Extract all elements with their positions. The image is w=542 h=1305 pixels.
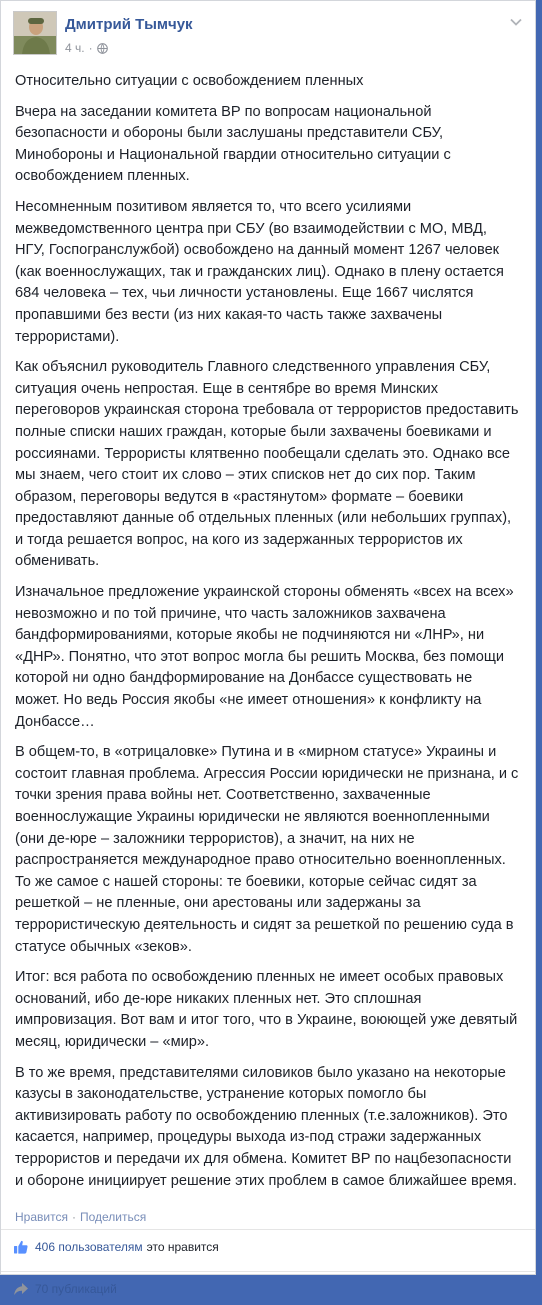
post-timestamp[interactable]: 4 ч. [65, 41, 85, 55]
post-paragraph: Вчера на заседании комитета ВР по вопросам национальной безопасности и обороны были заслушаны представители СБУ, Минобороны и Национальной гвардии относительно ситуации с освобождением пленных. [15, 103, 451, 185]
post-paragraph: Относительно ситуации с освобождением пленных [15, 73, 364, 89]
shares-count-link[interactable]: 70 публикаций [35, 1281, 117, 1296]
avatar-photo-icon [14, 12, 56, 54]
post-paragraph: Как объяснил руководитель Главного следственного управления СБУ, ситуация очень непростая. Еще в сентябре во время Минских переговоров украинская сторона требовала от террористов предоставить полные списки наших граждан, которые были захвачены боевиками и россиянами. Террористы клятвенно пообещали сделать это. Однако все мы знаем, чего стоит их слово – этих списков нет до сих пор. Таким образом, переговоры ведутся в «растянутом» формате – боевики предоставляют данные об отдельных пленных (или небольших группах), и тогда решается вопрос, на кого из задержанных террористов их обменивать. [15, 359, 519, 570]
likes-row [1, 1229, 535, 1263]
actions-separator: · [71, 1210, 76, 1225]
row-gap [1, 1263, 535, 1271]
author-avatar[interactable] [13, 11, 57, 55]
share-arrow-icon [13, 1281, 29, 1297]
post-paragraph: В общем-то, в «отрицаловке» Путина и в «мирном статусе» Украины и состоит главная проблема. Агрессия России юридически не признана, и с точки зрения права войны нет. Соответственно, захваченные военнослужащие Украины юридически не являются военнопленными (они де-юре – заложники террористов), а значит, на них не распространяется международное право относительно военнопленных. То же самое с нашей стороны: те боевики, которые сейчас сидят за решеткой – не пленные, они арестованы или задержаны за террористическую деятельность и сидят за решеткой по решению суда в статусе обычных «зеков». [15, 744, 519, 955]
post-paragraph: Итог: вся работа по освобождению пленных не имеет особых правовых оснований, ибо де-юре никаких пленных нет. Это сплошная импровизация. Вот вам и итог того, что в Украине, воюющей уже девятый месяц, юридически – «мир». [15, 969, 518, 1050]
share-link[interactable]: Поделиться [79, 1210, 147, 1225]
thumbs-up-icon [13, 1239, 29, 1255]
post-header [1, 1, 535, 63]
likes-suffix: это нравится [146, 1239, 219, 1254]
post-paragraph: В то же время, представителями силовиков было указано на некоторые казусы в законодательстве, устранение которых помогло бы активизировать работу по освобождению пленных (т.е.заложников). Это касается, например, процедуры выхода из-под стражи задержанных террористов и передачи их для обмена. Комитет ВР по нацбезопасности и обороне инициирует решение этих проблем в самое ближайшее время. [15, 1064, 517, 1189]
likes-count-link[interactable]: 406 пользователям [35, 1239, 143, 1254]
meta-separator: · [88, 41, 93, 55]
author-name-link[interactable]: Дмитрий Тымчук [65, 16, 193, 33]
post-meta [65, 41, 108, 55]
globe-icon[interactable] [97, 43, 108, 54]
shares-row [1, 1271, 535, 1305]
post-body [1, 63, 535, 1192]
post-paragraph: Несомненным позитивом является то, что всего усилиями межведомственного центра при СБУ (во взаимодействии с МО, МВД, НГУ, Госпогранслужбой) освобождено на данный момент 1267 человек (как военнослужащих, так и гражданских лиц). Однако в плену остается 684 человека – тех, чьи личности установлены. Еще 1667 числятся пропавшими без вести (из них какая-то часть также захвачены террористами). [15, 198, 504, 345]
post-paragraph: Изначальное предложение украинской стороны обменять «всех на всех» невозможно и по той причине, что часть заложников захвачена бандформированиями, которые якобы не подчиняются ни «ЛНР», ни «ДНР». Понятно, что этот вопрос могла бы решить Москва, без помощи которой ни одно бандформирование на Донбассе существовать не может. Но ведь Россия якобы «не имеет отношения» к конфликту на Донбассе… [15, 584, 514, 730]
chevron-down-icon[interactable] [509, 15, 523, 29]
like-link[interactable]: Нравится [15, 1210, 68, 1225]
post-actions [1, 1201, 535, 1229]
